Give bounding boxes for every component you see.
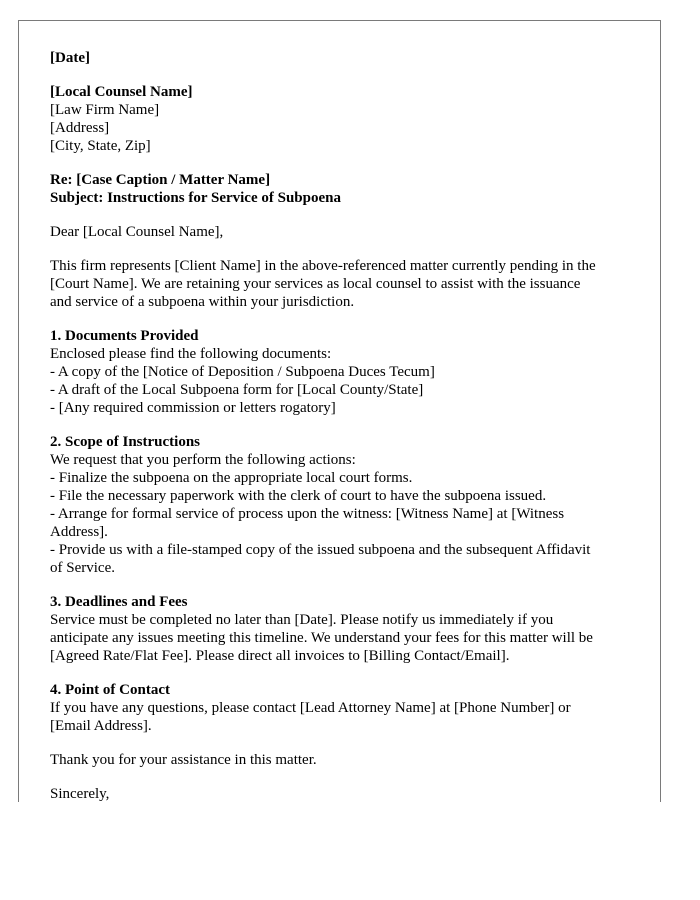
intro-line: and service of a subpoena within your jurisdiction. xyxy=(50,294,355,310)
thanks-block xyxy=(50,751,650,769)
section-line: - Arrange for formal service of process upon the witness: [Witness Name] at [Witness xyxy=(50,506,565,522)
section-line: If you have any questions, please contact [Lead Attorney Name] at [Phone Number] or xyxy=(50,700,571,716)
section-heading: 2. Scope of Instructions xyxy=(50,434,201,450)
section-line: - Finalize the subpoena on the appropriate local court forms. xyxy=(50,470,413,486)
section-line: anticipate any issues meeting this timeline. We understand your fees for this matter will be xyxy=(50,630,593,646)
section-point-of-contact xyxy=(50,681,650,735)
section-line: Enclosed please find the following documents: xyxy=(50,346,332,362)
section-line: Service must be completed no later than [Date]. Please notify us immediately if you xyxy=(50,612,554,628)
section-heading: 4. Point of Contact xyxy=(50,682,170,698)
subject-line: Subject: Instructions for Service of Subpoena xyxy=(50,190,341,206)
salutation-block xyxy=(50,223,650,241)
date-block xyxy=(50,49,650,67)
letter-body xyxy=(50,49,650,802)
section-line: Address]. xyxy=(50,524,108,540)
recipient-block xyxy=(50,83,650,155)
letter-page xyxy=(18,20,661,802)
recipient-address: [Address] xyxy=(50,120,110,136)
section-line: [Agreed Rate/Flat Fee]. Please direct all invoices to [Billing Contact/Email]. xyxy=(50,648,510,664)
section-line: We request that you perform the following actions: xyxy=(50,452,356,468)
intro-line: This firm represents [Client Name] in the above-referenced matter currently pending in the xyxy=(50,258,596,274)
intro-line: [Court Name]. We are retaining your services as local counsel to assist with the issuance xyxy=(50,276,581,292)
section-line: - File the necessary paperwork with the clerk of court to have the subpoena issued. xyxy=(50,488,547,504)
intro-paragraph xyxy=(50,257,650,311)
section-line: - [Any required commission or letters rogatory] xyxy=(50,400,336,416)
closing-line: Sincerely, xyxy=(50,786,110,802)
recipient-firm: [Law Firm Name] xyxy=(50,102,160,118)
closing-block xyxy=(50,785,650,802)
section-heading: 1. Documents Provided xyxy=(50,328,199,344)
section-scope-of-instructions xyxy=(50,433,650,577)
recipient-name: [Local Counsel Name] xyxy=(50,84,193,100)
reference-block xyxy=(50,171,650,207)
section-line: [Email Address]. xyxy=(50,718,152,734)
section-line: - Provide us with a file-stamped copy of the issued subpoena and the subsequent Affidavit xyxy=(50,542,591,558)
recipient-city-state-zip: [City, State, Zip] xyxy=(50,138,151,154)
thanks-line: Thank you for your assistance in this matter. xyxy=(50,752,317,768)
section-documents-provided xyxy=(50,327,650,417)
section-line: - A copy of the [Notice of Deposition / Subpoena Duces Tecum] xyxy=(50,364,435,380)
section-line: - A draft of the Local Subpoena form for [Local County/State] xyxy=(50,382,424,398)
section-deadlines-and-fees xyxy=(50,593,650,665)
section-line: of Service. xyxy=(50,560,115,576)
letter-date: [Date] xyxy=(50,50,90,66)
re-line: Re: [Case Caption / Matter Name] xyxy=(50,172,271,188)
section-heading: 3. Deadlines and Fees xyxy=(50,594,188,610)
salutation: Dear [Local Counsel Name], xyxy=(50,224,224,240)
